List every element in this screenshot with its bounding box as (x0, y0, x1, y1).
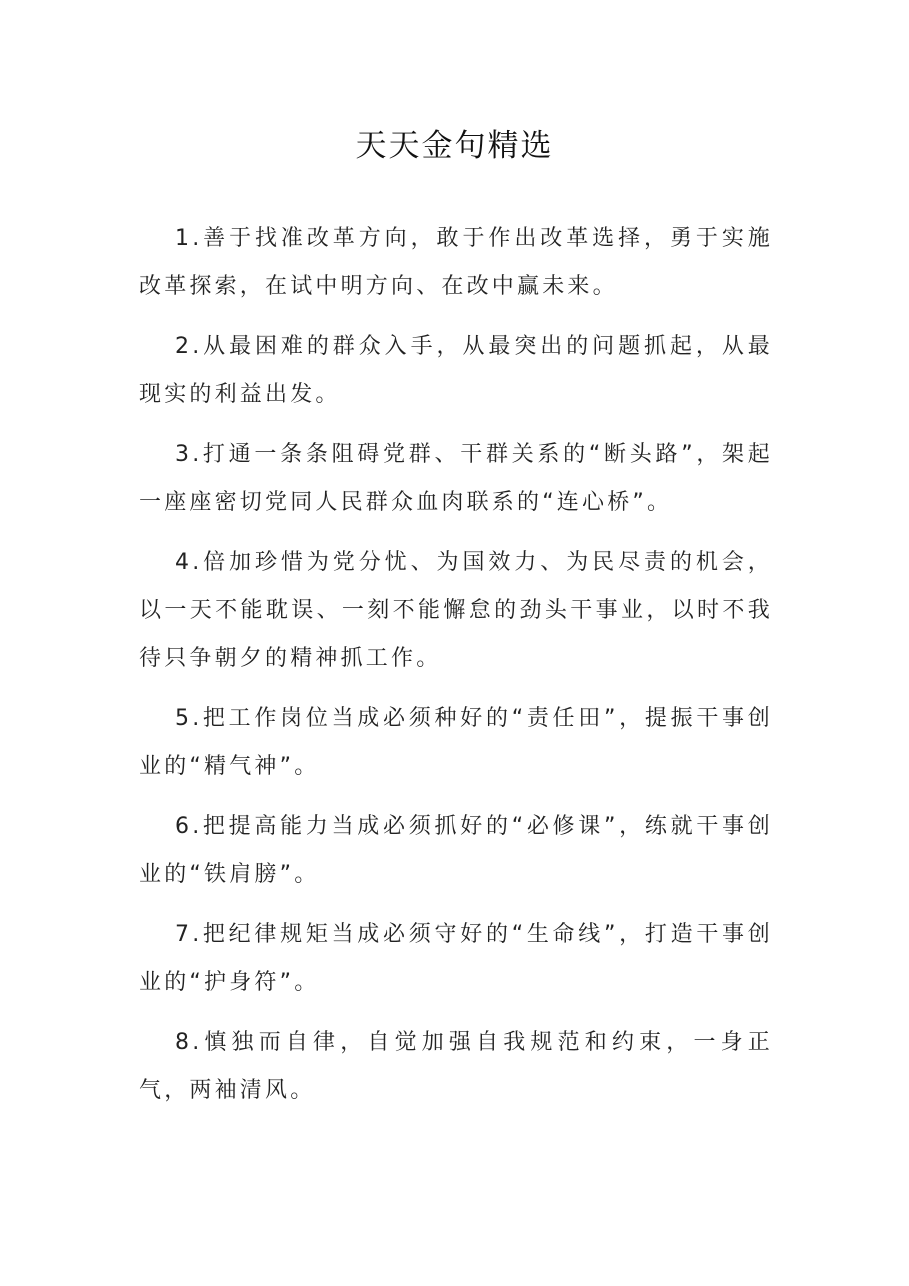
quote-paragraph-1: 1.善于找准改革方向，敢于作出改革选择，勇于实施改革探索，在试中明方向、在改中赢未来。 (139, 226, 773, 299)
document-body (139, 215, 773, 1127)
quote-paragraph-3: 3.打通一条条阻碍党群、干群关系的“断头路”，架起一座座密切党同人民群众血肉联系的“连心桥”。 (139, 442, 773, 515)
document-title: 天天金句精选 (355, 128, 554, 164)
quote-paragraph-8: 8.慎独而自律，自觉加强自我规范和约束，一身正气，两袖清风。 (139, 1030, 773, 1103)
quote-paragraph-5: 5.把工作岗位当成必须种好的“责任田”，提振干事创业的“精气神”。 (139, 706, 773, 779)
quote-paragraph-6: 6.把提高能力当成必须抓好的“必修课”，练就干事创业的“铁肩膀”。 (139, 814, 773, 887)
quote-paragraph-4: 4.倍加珍惜为党分忧、为国效力、为民尽责的机会，以一天不能耽误、一刻不能懈怠的劲头干事业，以时不我待只争朝夕的精神抓工作。 (139, 550, 773, 671)
quote-paragraph-2: 2.从最困难的群众入手，从最突出的问题抓起，从最现实的利益出发。 (139, 334, 773, 407)
quote-paragraph-7: 7.把纪律规矩当成必须守好的“生命线”，打造干事创业的“护身符”。 (139, 922, 773, 995)
